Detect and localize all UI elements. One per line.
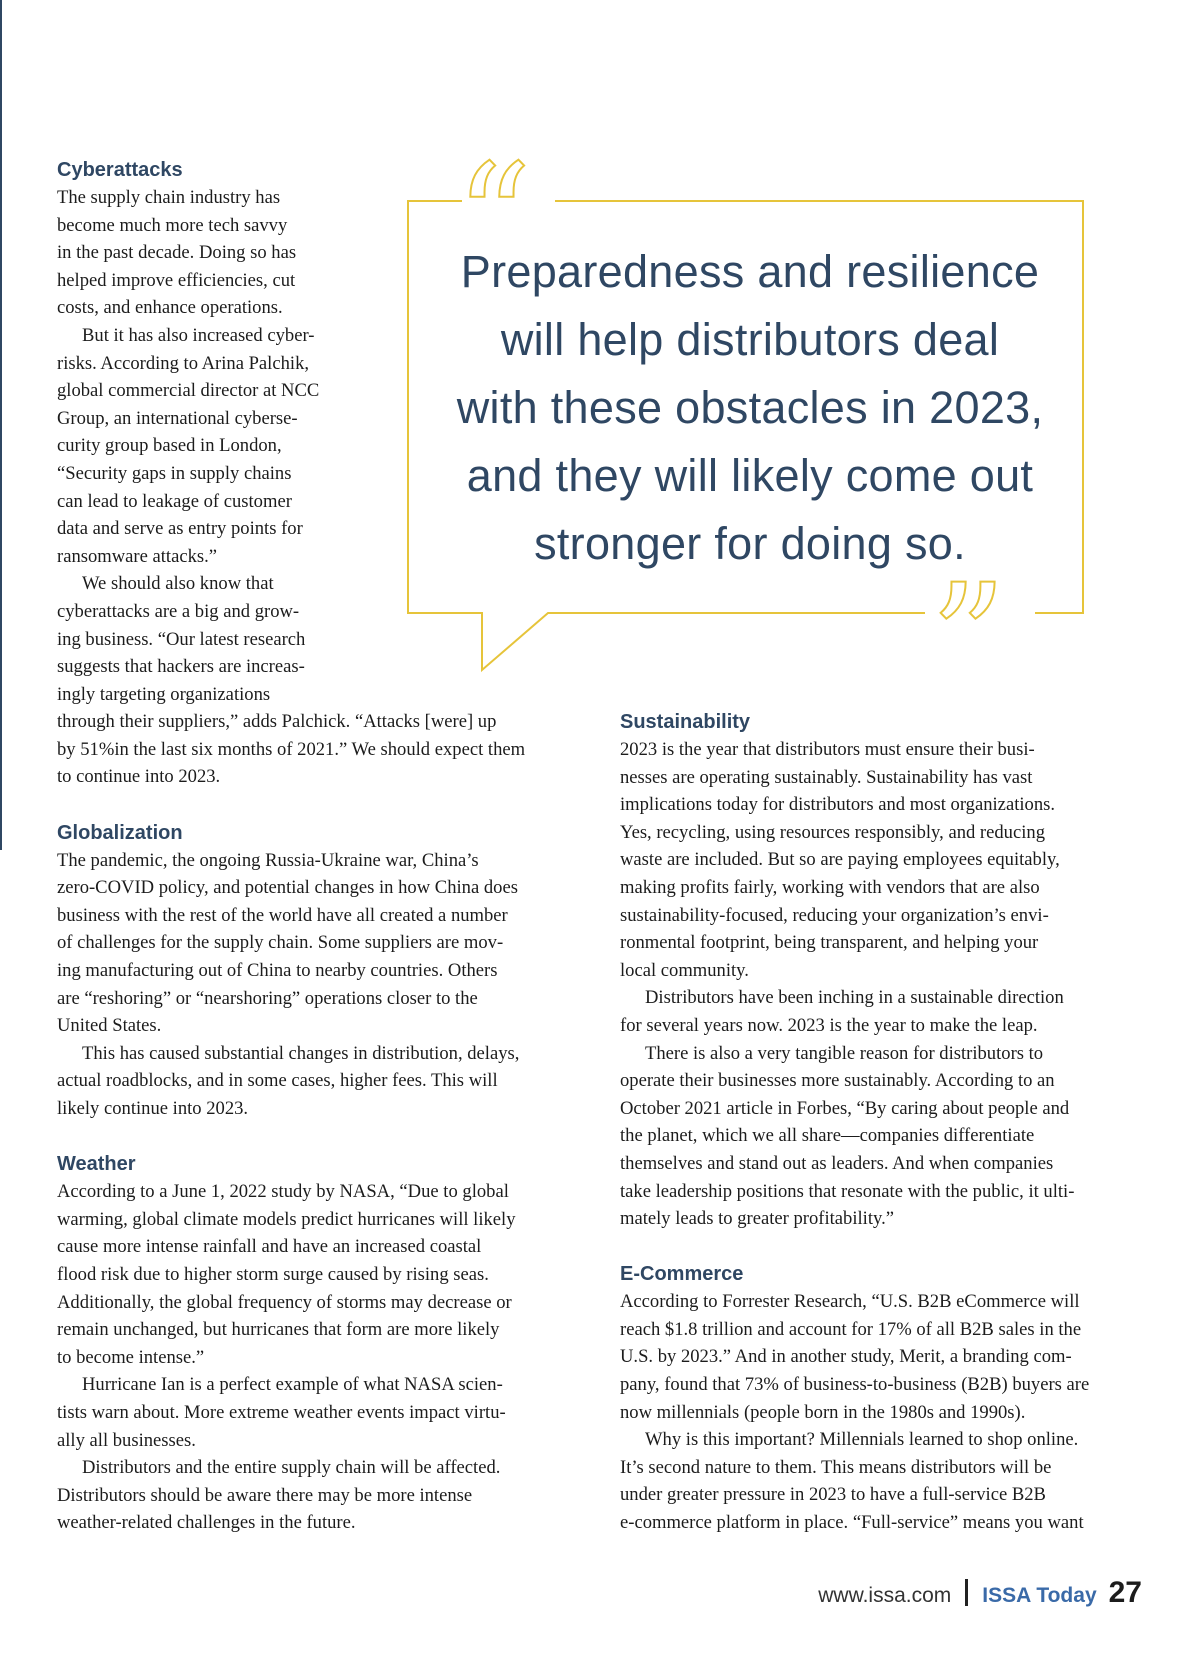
text-line: But it has also increased cyber-	[82, 324, 315, 346]
page-edge-rule	[0, 0, 2, 850]
pull-quote-line: stronger for doing so.	[534, 518, 966, 569]
text-line: likely continue into 2023.	[57, 1098, 249, 1119]
text-line: can lead to leakage of customer	[57, 490, 292, 512]
text-line: e-commerce platform in place. “Full-service” means you want	[620, 1512, 1084, 1534]
text-line: The supply chain industry has	[57, 187, 281, 208]
text-line: business with the rest of the world have all created a number	[57, 904, 508, 926]
paragraph	[57, 1371, 597, 1454]
text-line: Why is this important? Millennials learned to shop online.	[645, 1429, 1079, 1451]
text-line: It’s second nature to them. This means distributors will be	[620, 1456, 1052, 1478]
pull-quote-line: and they will likely come out	[466, 450, 1034, 501]
close-quote-mark: ”	[930, 553, 1007, 727]
text-line: risks. According to Arina Palchik,	[57, 352, 310, 374]
text-line: to continue into 2023.	[57, 766, 221, 788]
page-footer	[818, 1575, 1142, 1610]
text-line: waste are included. But so are paying employees equitably,	[620, 849, 1060, 871]
text-line: There is also a very tangible reason for distributors to	[645, 1042, 1044, 1064]
text-line: tists warn about. More extreme weather events impact virtu-	[57, 1401, 506, 1423]
pull-quote-line: Preparedness and resilience	[460, 246, 1040, 297]
paragraph	[57, 847, 597, 1040]
text-line: costs, and enhance operations.	[57, 297, 283, 319]
text-line: Yes, recycling, using resources responsibly, and reducing	[620, 821, 1045, 843]
paragraph	[620, 1040, 1160, 1233]
text-line: October 2021 article in Forbes, “By caring about people and	[620, 1097, 1070, 1119]
text-line: now millennials (people born in the 1980s and 1990s).	[620, 1401, 1026, 1423]
text-line: for several years now. 2023 is the year to make the leap.	[620, 1014, 1038, 1036]
text-line: ing business. “Our latest research	[57, 628, 306, 650]
text-line: According to a June 1, 2022 study by NASA, “Due to global	[57, 1181, 509, 1203]
text-line: ally all businesses.	[57, 1429, 196, 1451]
open-quote-mark: “	[455, 133, 532, 307]
text-line: making profits fairly, working with vendors that are also	[620, 876, 1040, 898]
text-line: are “reshoring” or “nearshoring” operations closer to the	[57, 987, 478, 1009]
text-line: global commercial director at NCC	[57, 380, 320, 402]
text-line: become much more tech savvy	[57, 214, 288, 236]
text-line: This has caused substantial changes in distribution, delays,	[82, 1042, 520, 1064]
text-line: ingly targeting organizations	[57, 683, 271, 705]
text-line: Distributors should be aware there may be more intense	[57, 1484, 473, 1506]
paragraph	[57, 1040, 597, 1123]
text-line: flood risk due to higher storm surge caused by rising seas.	[57, 1263, 489, 1285]
text-line: pany, found that 73% of business-to-business (B2B) buyers are	[620, 1374, 1090, 1396]
text-line: U.S. by 2023.” And in another study, Merit, a branding com-	[620, 1346, 1072, 1368]
text-line: to become intense.”	[57, 1346, 205, 1368]
text-line: “Security gaps in supply chains	[57, 462, 292, 484]
text-line: remain unchanged, but hurricanes that form are more likely	[57, 1319, 500, 1341]
paragraph	[620, 1288, 1160, 1426]
text-line: take leadership positions that resonate with the public, it ulti-	[620, 1180, 1075, 1202]
text-line: of challenges for the supply chain. Some suppliers are mov-	[57, 932, 504, 954]
footer-divider	[965, 1579, 968, 1606]
section-heading-sustainability: Sustainability	[620, 711, 751, 733]
magazine-name: ISSA Today	[982, 1584, 1097, 1607]
text-line: implications today for distributors and most organizations.	[620, 794, 1056, 816]
section-heading-cyberattacks: Cyberattacks	[57, 159, 183, 181]
text-line: actual roadblocks, and in some cases, higher fees. This will	[57, 1070, 498, 1092]
section-heading-globalization: Globalization	[57, 821, 183, 844]
footer-url[interactable]: www.issa.com	[818, 1584, 952, 1607]
text-line: ing manufacturing out of China to nearby countries. Others	[57, 960, 498, 982]
text-line: through their suppliers,” adds Palchick. “Attacks [were] up	[57, 711, 497, 733]
text-line: Additionally, the global frequency of storms may decrease or	[57, 1291, 512, 1313]
text-line: Group, an international cyberse-	[57, 407, 298, 429]
text-line: reach $1.8 trillion and account for 17% of all B2B sales in the	[620, 1318, 1082, 1340]
text-line: cyberattacks are a big and grow-	[57, 600, 300, 622]
text-line: According to Forrester Research, “U.S. B2B eCommerce will	[620, 1291, 1080, 1313]
paragraph	[620, 1426, 1160, 1536]
text-line: Distributors and the entire supply chain will be affected.	[82, 1457, 501, 1479]
text-line: the planet, which we all share—companies differentiate	[620, 1125, 1035, 1147]
pull-quote-line: with these obstacles in 2023,	[456, 382, 1044, 433]
text-line: local community.	[620, 959, 749, 981]
text-line: data and serve as entry points for	[57, 518, 303, 540]
text-line: curity group based in London,	[57, 435, 282, 457]
section-heading-ecommerce: E-Commerce	[620, 1263, 744, 1286]
text-line: in the past decade. Doing so has	[57, 242, 297, 264]
paragraph	[57, 1454, 597, 1537]
text-line: themselves and stand out as leaders. And when companies	[620, 1152, 1054, 1174]
text-line: Distributors have been inching in a sustainable direction	[645, 987, 1064, 1009]
text-line: weather-related challenges in the future.	[57, 1512, 356, 1534]
text-line: 2023 is the year that distributors must ensure their busi-	[620, 739, 1035, 760]
text-line: nesses are operating sustainably. Sustainability has vast	[620, 766, 1033, 788]
paragraph	[57, 1178, 597, 1371]
paragraph	[620, 984, 1160, 1039]
right-column	[620, 708, 1160, 1537]
text-line: warming, global climate models predict hurricanes will likely	[57, 1208, 516, 1230]
paragraph	[57, 184, 597, 322]
text-line: mately leads to greater profitability.”	[620, 1208, 894, 1230]
text-line: cause more intense rainfall and have an increased coastal	[57, 1236, 482, 1258]
text-line: sustainability-focused, reducing your organization’s envi-	[620, 904, 1049, 926]
text-line: helped improve efficiencies, cut	[57, 269, 296, 291]
page-number: 27	[1108, 1576, 1142, 1609]
paragraph	[620, 736, 1160, 984]
pull-quote-line: will help distributors deal	[500, 314, 1000, 365]
text-line: by 51%in the last six months of 2021.” We should expect them	[57, 738, 526, 760]
text-line: ransomware attacks.”	[57, 545, 218, 567]
text-line: operate their businesses more sustainably. According to an	[620, 1070, 1055, 1092]
section-heading-weather: Weather	[57, 1153, 136, 1176]
left-column	[57, 156, 597, 1537]
paragraph	[57, 322, 597, 570]
text-line: Hurricane Ian is a perfect example of what NASA scien-	[82, 1374, 503, 1396]
text-line: zero-COVID policy, and potential changes in how China does	[57, 877, 518, 899]
text-line: The pandemic, the ongoing Russia-Ukraine war, China’s	[57, 849, 479, 871]
text-line: United States.	[57, 1015, 162, 1037]
text-line: under greater pressure in 2023 to have a full-service B2B	[620, 1484, 1046, 1506]
text-line: We should also know that	[82, 573, 274, 595]
text-line: suggests that hackers are increas-	[57, 656, 305, 678]
text-line: ronmental footprint, being transparent, and helping your	[620, 932, 1039, 954]
paragraph	[57, 570, 597, 791]
